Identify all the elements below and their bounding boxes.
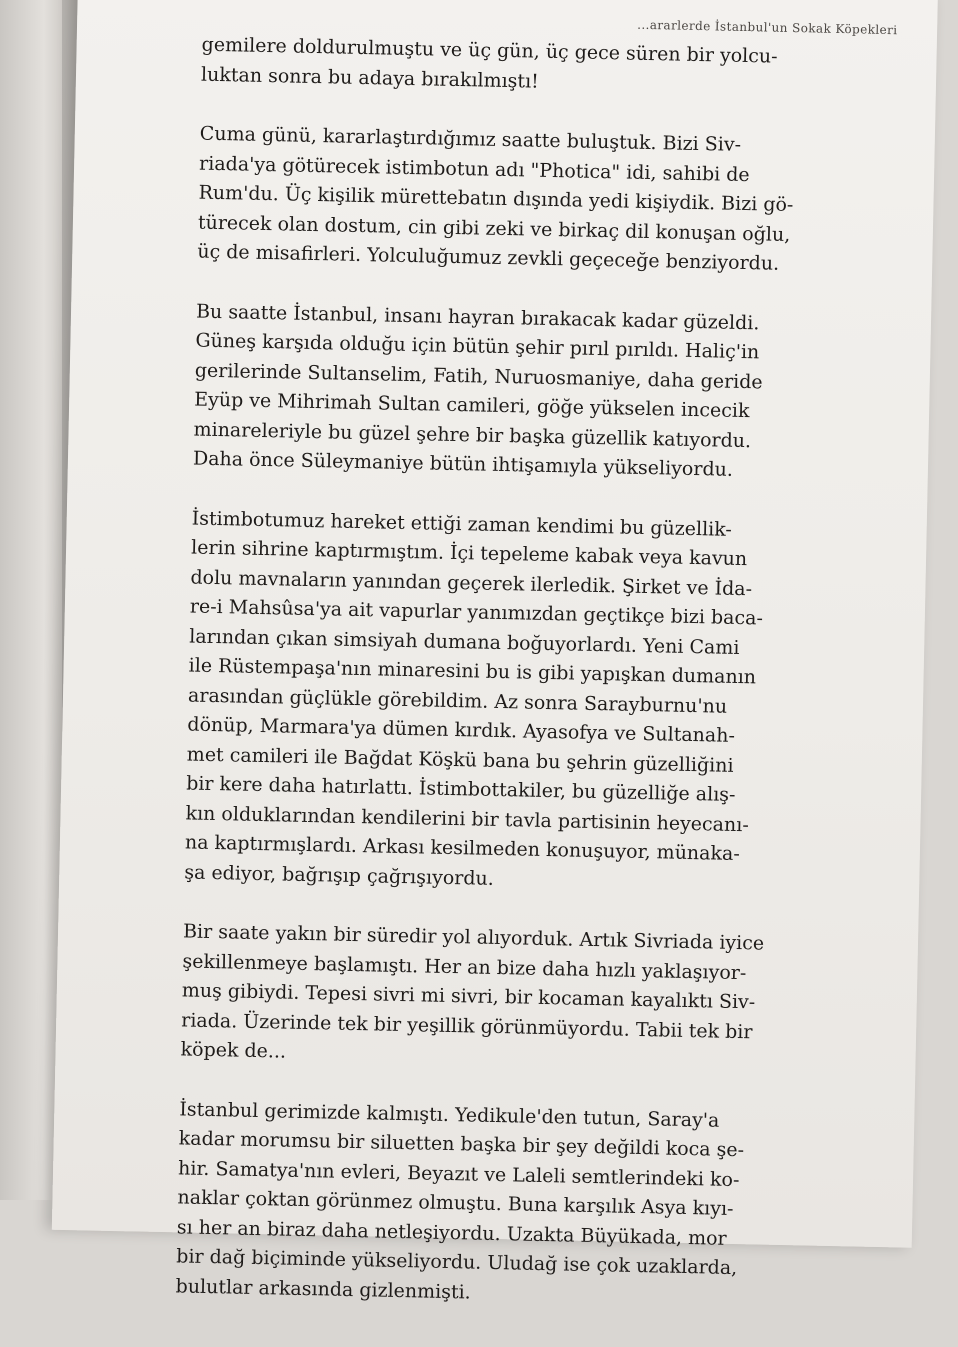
paragraph xyxy=(193,297,817,487)
paragraph xyxy=(175,1095,799,1314)
text-line: Bu saatte İstanbul, insanı hayran bırakacak kadar güzeldi. xyxy=(195,300,760,334)
text-line: bulutlar arkasında gizlenmişti. xyxy=(175,1274,471,1304)
text-line: larından çıkan simsiyah dumana boğuyorlardı. Yeni Cami xyxy=(189,624,740,659)
text-line: ile Rüstempaşa'nın minaresini bu is gibi yapışkan dumanın xyxy=(188,654,757,689)
text-line: sı her an biraz daha netleşiyordu. Uzakta Büyükada, mor xyxy=(176,1215,727,1250)
paragraph xyxy=(180,917,803,1077)
text-line: naklar çoktan görünmez olmuştu. Buna karşılık Asya kıyı- xyxy=(177,1186,734,1220)
text-line: Cuma günü, kararlaştırdığımız saatte buluştuk. Bizi Siv- xyxy=(199,122,742,156)
text-line: luktan sonra bu adaya bırakılmıştı! xyxy=(200,63,540,93)
text-line: muş gibiydi. Tepesi sivri mi sivri, bir kocaman kayalıktı Siv- xyxy=(181,979,756,1014)
text-line: arasından güçlükle görebildim. Az sonra Sarayburnu'nu xyxy=(187,683,728,718)
text-line: gerilerinde Sultanselim, Fatih, Nuruosmaniye, daha geride xyxy=(194,359,763,393)
paragraph xyxy=(184,504,812,900)
text-line: met camileri ile Bağdat Köşkü bana bu şehrin güzelliğini xyxy=(186,742,734,777)
text-line: bir kere daha hatırlattı. İstimbottakiler, bu güzelliğe alış- xyxy=(185,772,736,806)
running-header: ...ararlerde İstanbul'un Sokak Köpekleri xyxy=(637,17,898,38)
text-line: Güneş karşıda olduğu için bütün şehir pırıl pırıldı. Haliç'in xyxy=(195,329,760,364)
paragraph xyxy=(201,31,822,103)
text-line: lerin sihrine kaptırmıştım. İçi tepeleme kabak veya kavun xyxy=(190,536,748,571)
text-line: Daha önce Süleymaniye bütün ihtişamıyla yükseliyordu. xyxy=(192,447,734,481)
text-line: riada'ya götürecek istimbotun adı "Photica" idi, sahibi de xyxy=(198,152,750,186)
text-line: üç de misafirleri. Yolculuğumuz zevkli geçeceğe benziyordu. xyxy=(197,240,780,275)
text-line: dolu mavnaların yanından geçerek ilerledik. Şirket ve İda- xyxy=(190,565,753,600)
paragraph xyxy=(197,120,820,280)
text-line: re-i Mahsûsa'ya ait vapurlar yanımızdan geçtikçe bizi baca- xyxy=(189,595,764,630)
book-page xyxy=(52,0,938,1304)
text-line: İstimbotumuz hareket ettiği zaman kendimi bu güzellik- xyxy=(191,507,733,541)
text-line: İstanbul gerimizde kalmıştı. Yedikule'den tutun, Saray'a xyxy=(179,1097,720,1132)
text-line: bir dağ biçiminde yükseliyordu. Uludağ ise çok uzaklarda, xyxy=(176,1245,738,1280)
text-line: şekillenmeye başlamıştı. Her an bize daha hızlı yaklaşıyor- xyxy=(182,949,747,984)
text-line: Rum'du. Üç kişilik mürettebatın dışında yedi kişiydik. Bizi gö- xyxy=(198,181,794,217)
text-line: şa ediyor, bağrışıp çağrışıyordu. xyxy=(184,860,495,890)
text-line: minareleriyle bu güzel şehre bir başka güzellik katıyordu. xyxy=(193,418,752,452)
text-line: köpek de... xyxy=(180,1038,287,1063)
text-line: türecek olan dostum, cin gibi zeki ve birkaç dil konuşan oğlu, xyxy=(197,211,791,246)
text-line: Eyüp ve Mihrimah Sultan camileri, göğe yükselen incecik xyxy=(194,388,750,423)
text-line: kadar morumsu bir siluetten başka bir şey değildi koca şe- xyxy=(178,1127,745,1162)
body-text xyxy=(175,31,822,1345)
text-line: kın olduklarından kendilerini bir tavla partisinin heyecanı- xyxy=(185,801,749,836)
text-line: Bir saate yakın bir süredir yol alıyorduk. Artık Sivriada iyice xyxy=(182,920,765,955)
text-line: dönüp, Marmara'ya dümen kırdık. Ayasofya ve Sultanah- xyxy=(187,713,736,747)
text-line: hir. Samatya'nın evleri, Beyazıt ve Laleli semtlerindeki ko- xyxy=(177,1156,740,1191)
text-line: gemilere doldurulmuştu ve üç gün, üç gece süren bir yolcu- xyxy=(201,33,778,68)
text-line: riada. Üzerinde tek bir yeşillik görünmüyordu. Tabii tek bir xyxy=(181,1008,753,1043)
text-line: na kaptırmışlardı. Arkası kesilmeden konuşuyor, münaka- xyxy=(184,831,740,866)
